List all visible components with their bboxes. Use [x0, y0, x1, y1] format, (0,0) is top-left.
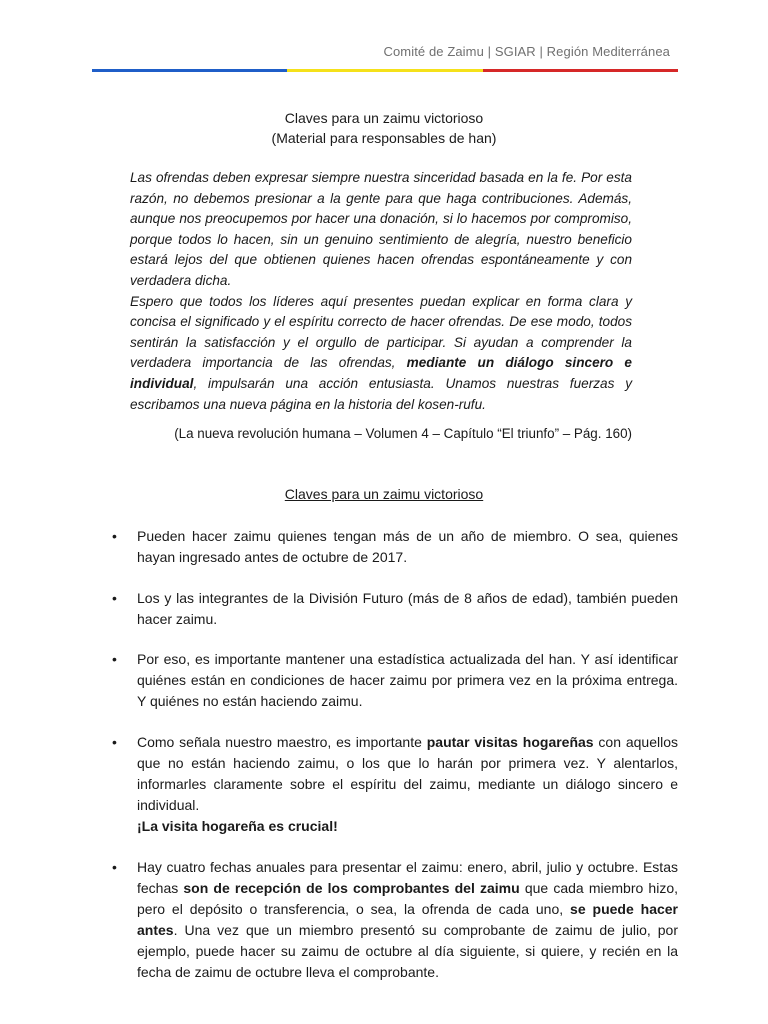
rule-blue-segment [92, 69, 287, 72]
rule-yellow-segment [287, 69, 482, 72]
bullet-text-b: con aquellos que no están haciendo zaimu, o los que lo harán por primera vez. Y alentarlos, informarles claramente sobre el espíritu del zaimu, mediante un diálogo sincero e individual. [137, 734, 678, 813]
quote-p2-text-a: Espero que todos los líderes aquí presentes puedan explicar en forma clara y concisa el significado y el espíritu correcto de hacer ofrendas. De ese modo, todos sentirán la satisfacción y el orgullo de participar. Si ayudan a comprender la verdadera importancia de las ofrendas, [130, 293, 632, 371]
bullet-list [112, 526, 678, 1003]
quote-p2-bold: mediante un diálogo sincero e individual [130, 355, 632, 391]
document-titles [0, 108, 768, 148]
bullet-marker: • [112, 734, 117, 750]
bullet-text-a: Como señala nuestro maestro, es importante [137, 734, 427, 750]
quote-citation: (La nueva revolución humana – Volumen 4 – Capítulo “El triunfo” – Pág. 160) [174, 426, 632, 441]
bullet-text: Pueden hacer zaimu quienes tengan más de un año de miembro. O sea, quienes hayan ingresado antes de octubre de 2017. [137, 528, 678, 565]
bullet-marker: • [112, 528, 117, 544]
rule-red-segment [483, 69, 678, 72]
bullet-bold-text: pautar visitas hogareñas [426, 734, 594, 750]
bullet-text: Los y las integrantes de la División Futuro (más de 8 años de edad), también pueden hacer zaimu. [137, 590, 678, 627]
section-title: Claves para un zaimu victorioso [284, 486, 484, 502]
bullet-text-c: . Una vez que un miembro presentó su comprobante de zaimu de julio, por ejemplo, puede hacer su zaimu de octubre al día siguiente, si quiere, y recién en la fecha de zaimu de octubre lleva el comprobante. [137, 922, 678, 980]
bullet-text-b: que cada miembro hizo, pero el depósito o transferencia, o sea, la ofrenda de cada uno, [137, 880, 678, 917]
document-title: Claves para un zaimu victorioso [284, 110, 484, 126]
quote-p2-text-b: , impulsarán una acción entusiasta. Unamos nuestras fuerzas y escribamos una nueva página en la historia del kosen-rufu. [130, 375, 632, 412]
bullet-emphasis: ¡La visita hogareña es crucial! [137, 818, 338, 834]
bullet-bold-text-1: son de recepción de los comprobantes del zaimu [183, 880, 520, 896]
list-item [112, 588, 678, 630]
bullet-text-a: Hay cuatro fechas anuales para presentar el zaimu: enero, abril, julio y octubre. Estas fechas [137, 859, 678, 896]
header-text: Comité de Zaimu | SGIAR | Región Mediterránea [383, 44, 670, 59]
list-item [112, 732, 678, 837]
bullet-text: Por eso, es importante mantener una estadística actualizada del han. Y así identificar quiénes están en condiciones de hacer zaimu por primera vez en la próxima entrega. Y quiénes no están haciendo zaimu. [137, 651, 678, 709]
list-item [112, 649, 678, 712]
bullet-bold-text-2: se puede hacer antes [137, 901, 679, 938]
list-item [112, 526, 678, 568]
document-subtitle: (Material para responsables de han) [271, 130, 497, 146]
bullet-marker: • [112, 859, 117, 875]
tricolor-rule [92, 69, 678, 72]
quote-block [130, 168, 632, 415]
bullet-marker: • [112, 590, 117, 606]
list-item [112, 857, 678, 983]
quote-paragraph-1: Las ofrendas deben expresar siempre nuestra sinceridad basada en la fe. Por esta razón, no debemos presionar a la gente para que haga contribuciones. Además, aunque nos preocupemos por hacer una donación, si lo hacemos por compromiso, porque todos lo hacen, sin un genuino sentimiento de alegría, nuestro beneficio estará lejos del que obtienen quienes hacen ofrendas espontáneamente y con verdadera dicha. [130, 170, 632, 288]
bullet-marker: • [112, 651, 117, 667]
quote-paragraph-2 [130, 292, 632, 416]
